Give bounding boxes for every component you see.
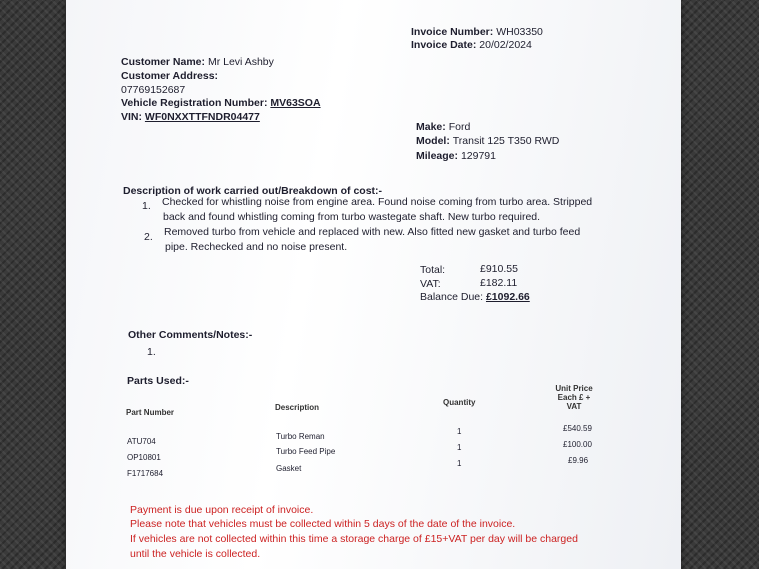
total-value: £910.55	[480, 263, 518, 275]
work-item-line: pipe. Rechecked and no noise present.	[165, 241, 348, 253]
vat-label: VAT:	[420, 278, 441, 290]
vehicle-mileage: Mileage: 129791	[416, 150, 496, 162]
work-item-num: 1.	[142, 200, 151, 212]
storage-charge-note-cont: until the vehicle is collected.	[130, 548, 261, 560]
part-number: OP10801	[127, 453, 161, 462]
comments-heading: Other Comments/Notes:-	[128, 329, 253, 341]
part-quantity: 1	[457, 443, 462, 452]
part-number: F1717684	[127, 469, 164, 478]
vat-value: £182.11	[480, 277, 518, 289]
part-price: £540.59	[563, 424, 592, 433]
part-price: £9.96	[568, 456, 589, 465]
vehicle-model: Model: Transit 125 T350 RWD	[416, 135, 560, 147]
part-quantity: 1	[457, 459, 462, 468]
parts-header-unit-price: Unit Price Each £ + VAT	[555, 384, 593, 411]
work-item-line: Removed turbo from vehicle and replaced with new. Also fitted new gasket and turbo feed	[164, 226, 581, 238]
storage-charge-note: If vehicles are not collected within this time a storage charge of £15+VAT per day will be charged	[130, 533, 578, 545]
customer-name: Customer Name: Mr Levi Ashby	[121, 56, 274, 68]
work-item-num: 2.	[144, 231, 153, 243]
vehicle-registration: Vehicle Registration Number: MV63SOA	[121, 97, 321, 109]
part-description: Gasket	[276, 464, 302, 473]
work-item-line: Checked for whistling noise from engine area. Found noise coming from turbo area. Stripped	[162, 196, 593, 208]
collection-note: Please note that vehicles must be collected within 5 days of the date of the invoice.	[130, 518, 516, 530]
parts-heading: Parts Used:-	[127, 375, 189, 387]
parts-header-description: Description	[275, 403, 320, 412]
parts-header-quantity: Quantity	[443, 398, 476, 407]
vin: VIN: WF0NXXTTFNDR04477	[121, 111, 260, 123]
invoice-date: Invoice Date: 20/02/2024	[411, 39, 532, 51]
work-heading: Description of work carried out/Breakdown of cost:-	[123, 185, 383, 197]
parts-header-part-number: Part Number	[126, 408, 175, 417]
balance-due: Balance Due: £1092.66	[420, 291, 530, 303]
part-number: ATU704	[127, 437, 156, 446]
payment-note: Payment is due upon receipt of invoice.	[130, 504, 314, 516]
vehicle-make: Make: Ford	[416, 121, 471, 133]
part-quantity: 1	[457, 427, 462, 436]
customer-phone: 07769152687	[121, 84, 186, 96]
comments-item: 1.	[147, 346, 156, 358]
part-price: £100.00	[563, 440, 592, 449]
invoice-number: Invoice Number: WH03350	[411, 26, 543, 38]
invoice-paper	[66, 0, 681, 569]
total-label: Total:	[420, 264, 446, 276]
work-item-line: back and found whistling coming from turbo wastegate shaft. New turbo required.	[163, 211, 541, 223]
customer-address-label: Customer Address:	[121, 70, 219, 82]
part-description: Turbo Feed Pipe	[276, 447, 336, 456]
part-description: Turbo Reman	[276, 432, 325, 441]
